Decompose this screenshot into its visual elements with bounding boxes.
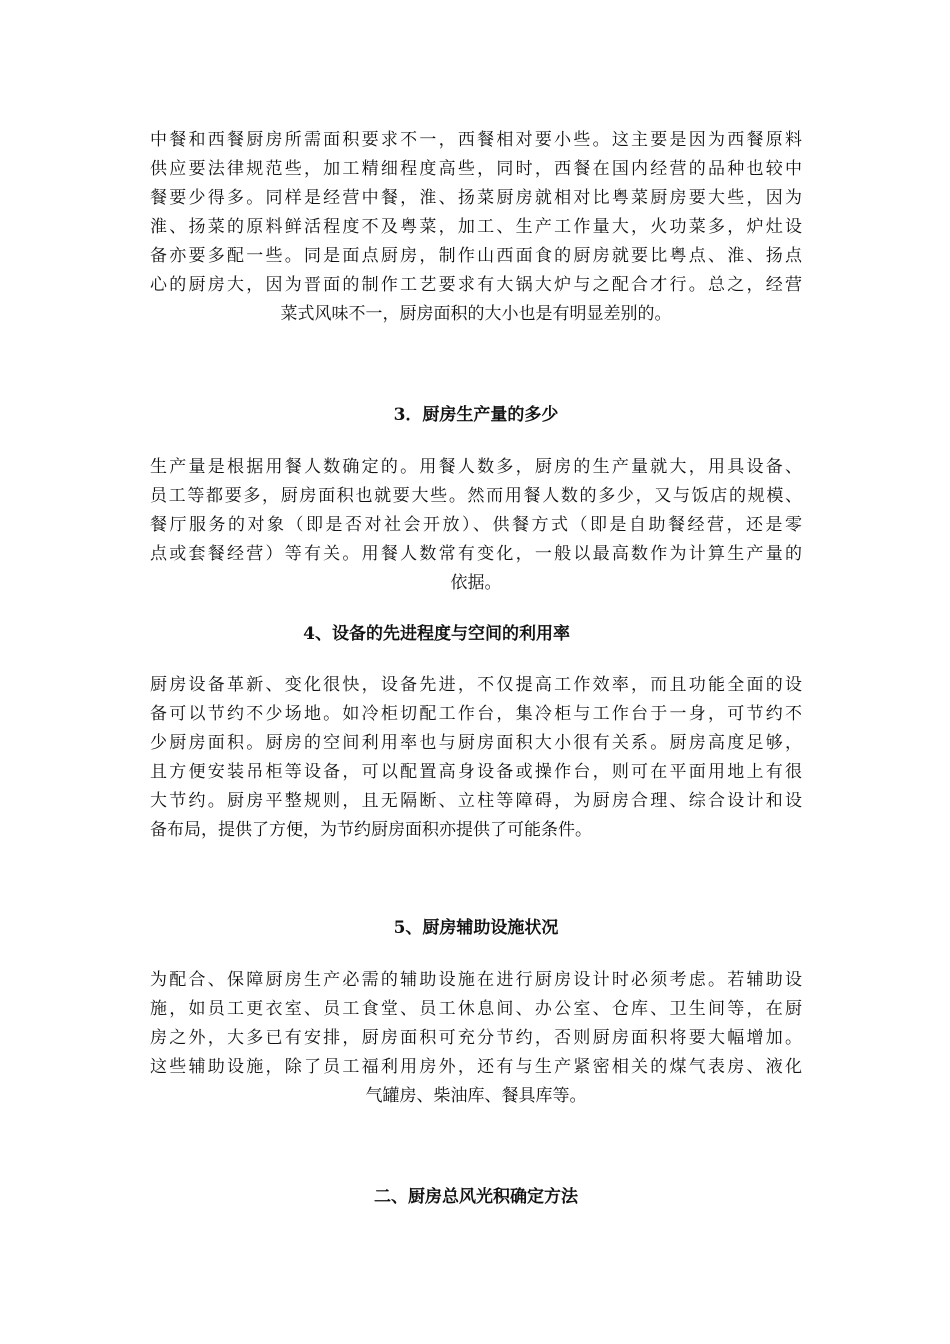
section-heading-area-method: 二、厨房总风光积确定方法 [374,1187,578,1207]
paragraph-line: 这些辅助设施，除了员工福利用房外，还有与生产紧密相关的煤气表房、液化 [150,1057,802,1077]
paragraph-line: 中餐和西餐厨房所需面积要求不一，西餐相对要小些。这主要是因为西餐原料 [150,130,802,150]
paragraph-auxiliary-facilities [150,966,802,1111]
paragraph-line: 菜式风味不一，厨房面积的大小也是有明显差别的。 [280,304,672,324]
section-heading-equipment: 4、设备的先进程度与空间的利用率 [303,624,570,644]
paragraph-line: 为配合、保障厨房生产必需的辅助设施在进行厨房设计时必须考虑。若辅助设 [150,970,802,990]
paragraph-line: 餐要少得多。同样是经营中餐，淮、扬菜厨房就相对比粤菜厨房要大些，因为 [150,188,802,208]
paragraph-line: 气罐房、柴油库、餐具库等。 [365,1086,587,1106]
paragraph-line: 餐厅服务的对象（即是否对社会开放）、供餐方式（即是自助餐经营，还是零 [150,515,802,535]
paragraph-line: 施，如员工更衣室、员工食堂、员工休息间、办公室、仓库、卫生间等，在厨 [150,999,802,1019]
paragraph-line: 大节约。厨房平整规则，且无隔断、立柱等障碍，为厨房合理、综合设计和设 [150,791,802,811]
paragraph-line: 生产量是根据用餐人数确定的。用餐人数多，厨房的生产量就大，用具设备、 [150,457,802,477]
paragraph-line: 点或套餐经营）等有关。用餐人数常有变化，一般以最高数作为计算生产量的 [150,544,802,564]
paragraph-cuisine-style [150,126,802,329]
paragraph-line: 心的厨房大，因为晋面的制作工艺要求有大锅大炉与之配合才行。总之，经营 [150,275,802,295]
paragraph-line: 备布局，提供了方便，为节约厨房面积亦提供了可能条件。 [150,820,592,840]
paragraph-line: 员工等都要多，厨房面积也就要大些。然而用餐人数的多少，又与饭店的规模、 [150,486,802,506]
paragraph-line: 房之外，大多已有安排，厨房面积可充分节约，否则厨房面积将要大幅增加。 [150,1028,802,1048]
paragraph-line: 淮、扬菜的原料鲜活程度不及粤菜，加工、生产工作量大，火功菜多，炉灶设 [150,217,802,237]
paragraph-line: 少厨房面积。厨房的空间利用率也与厨房面积大小很有关系。厨房高度足够， [150,733,802,753]
section-heading-auxiliary-facilities: 5、厨房辅助设施状况 [393,918,559,938]
paragraph-production-volume [150,453,802,598]
paragraph-line: 备亦要多配一些。同是面点厨房，制作山西面食的厨房就要比粤点、淮、扬点 [150,246,802,266]
paragraph-line: 供应要法律规范些，加工精细程度高些，同时，西餐在国内经营的品种也较中 [150,159,802,179]
paragraph-equipment [150,671,802,845]
paragraph-line: 备可以节约不少场地。如冷柜切配工作台，集冷柜与工作台于一身，可节约不 [150,704,802,724]
paragraph-line: 厨房设备革新、变化很快，设备先进，不仅提高工作效率，而且功能全面的设 [150,675,802,695]
paragraph-line: 依据。 [450,573,502,593]
section-heading-production-volume: 3．厨房生产量的多少 [393,405,559,425]
paragraph-line: 且方便安装吊柜等设备，可以配置高身设备或操作台，则可在平面用地上有很 [150,762,802,782]
